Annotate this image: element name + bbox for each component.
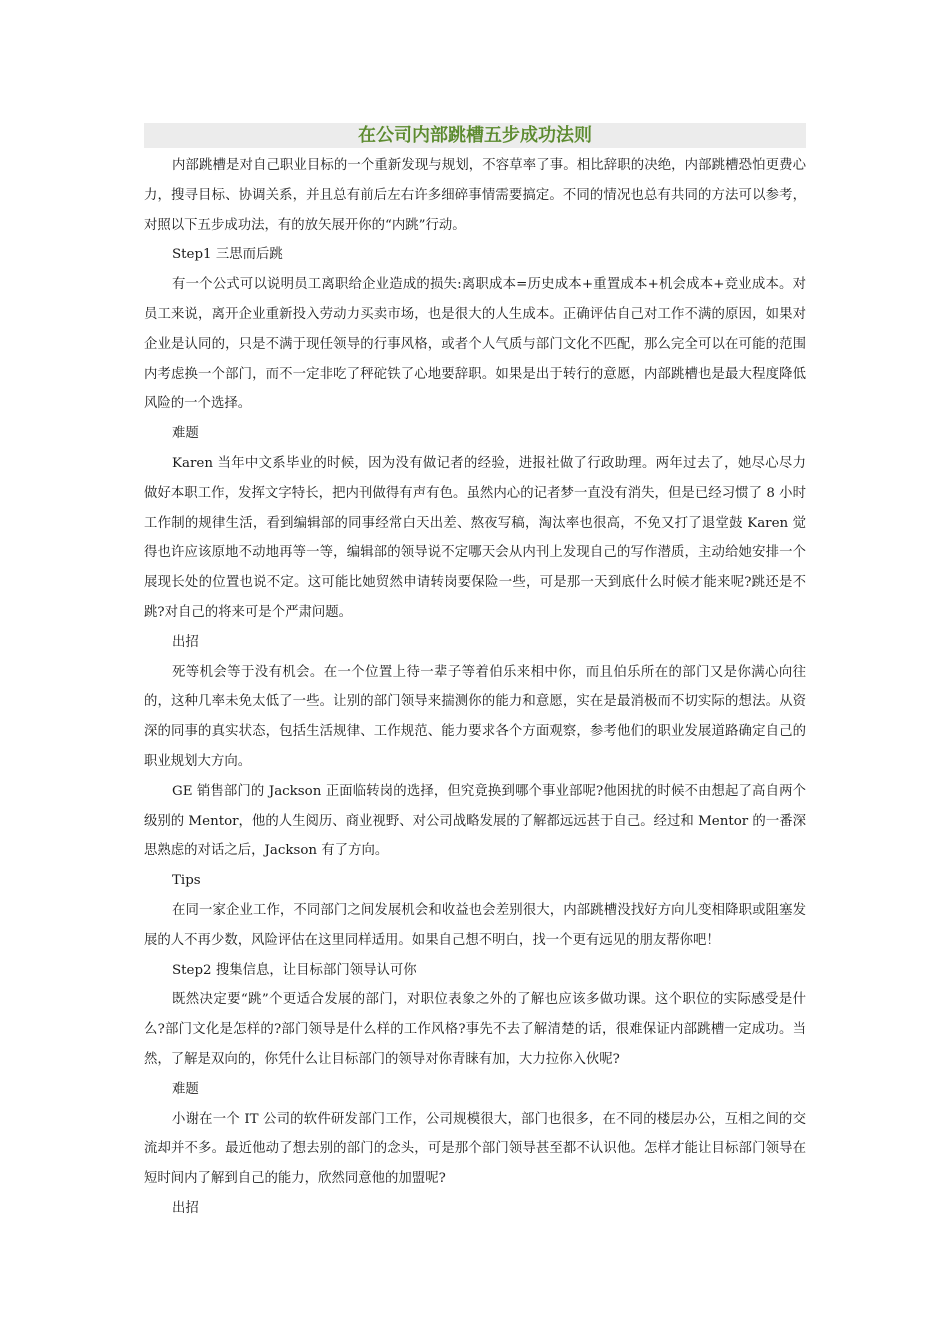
paragraph: 有一个公式可以说明员工离职给企业造成的损失:离职成本=历史成本+重置成本+机会成本+竞业成本。对员工来说，离开企业重新投入劳动力买卖市场，也是很大的人生成本。正确评估自己对工作不满的原因，如果对企业是认同的，只是不满于现任领导的行事风格，或者个人气质与部门文化不匹配，那么完全可以在可能的范围内考虑换一个部门，而不一定非吃了秤砣铁了心地要辞职。如果是出于转行的意愿，内部跳槽也是最大程度降低风险的一个选择。 [144, 277, 806, 412]
document-body [144, 151, 806, 1224]
paragraph: GE 销售部门的 Jackson 正面临转岗的选择，但究竟换到哪个事业部呢?他困扰的时候不由想起了高自两个级别的 Mentor，他的人生阅历、商业视野、对公司战略发展的了解都远远甚于自己。经过和 Mentor 的一番深思熟虑的对话之后，Jackson 有了方向。 [144, 783, 806, 859]
section-heading: 难题 [172, 426, 199, 442]
section-heading: 出招 [172, 634, 199, 650]
section-heading: Tips [172, 873, 201, 889]
section-heading: 出招 [172, 1200, 199, 1216]
section-heading: Step2 搜集信息，让目标部门领导认可你 [172, 962, 417, 978]
document-title: 在公司内部跳槽五步成功法则 [144, 123, 806, 148]
paragraph: 在同一家企业工作，不同部门之间发展机会和收益也会差别很大，内部跳槽没找好方向儿变相降职或阻塞发展的人不再少数，风险评估在这里同样适用。如果自己想不明白，找一个更有远见的朋友帮你吧！ [144, 902, 806, 948]
section-heading: 难题 [172, 1081, 199, 1097]
section-heading: Step1 三思而后跳 [172, 247, 283, 263]
paragraph: 小谢在一个 IT 公司的软件研发部门工作，公司规模很大，部门也很多，在不同的楼层办公，互相之间的交流却并不多。最近他动了想去别的部门的念头，可是那个部门领导甚至都不认识他。怎样才能让目标部门领导在短时间内了解到自己的能力，欣然同意他的加盟呢? [144, 1111, 806, 1187]
paragraph: Karen 当年中文系毕业的时候，因为没有做记者的经验，进报社做了行政助理。两年过去了，她尽心尽力做好本职工作，发挥文字特长，把内刊做得有声有色。虽然内心的记者梦一直没有消失，但是已经习惯了 8 小时工作制的规律生活，看到编辑部的同事经常白天出差、熬夜写稿，淘汰率也很高，不免又打了退堂鼓 Karen 觉得也许应该原地不动地再等一等，编辑部的领导说不定哪天会从内刊上发现自己的写作潜质，主动给她安排一个展现长处的位置也说不定。这可能比她贸然申请转岗要保险一些，可是那一天到底什么时候才能来呢?跳还是不跳?对自己的将来可是个严肃问题。 [144, 455, 806, 620]
paragraph: 既然决定要“跳”个更适合发展的部门，对职位表象之外的了解也应该多做功课。这个职位的实际感受是什么?部门文化是怎样的?部门领导是什么样的工作风格?事先不去了解清楚的话，很难保证内部跳槽一定成功。当然，了解是双向的，你凭什么让目标部门的领导对你青睐有加，大力拉你入伙呢? [144, 992, 806, 1067]
paragraph: 内部跳槽是对自己职业目标的一个重新发现与规划，不容草率了事。相比辞职的决绝，内部跳槽恐怕更费心力，搜寻目标、协调关系，并且总有前后左右许多细碎事情需要搞定。不同的情况也总有共同的方法可以参考，对照以下五步成功法，有的放矢展开你的“内跳”行动。 [144, 158, 806, 233]
paragraph: 死等机会等于没有机会。在一个位置上待一辈子等着伯乐来相中你，而且伯乐所在的部门又是你满心向往的，这种几率未免太低了一些。让别的部门领导来揣测你的能力和意愿，实在是最消极而不切实际的想法。从资深的同事的真实状态，包括生活规律、工作规范、能力要求各个方面观察，参考他们的职业发展道路确定自己的职业规划大方向。 [144, 664, 806, 769]
